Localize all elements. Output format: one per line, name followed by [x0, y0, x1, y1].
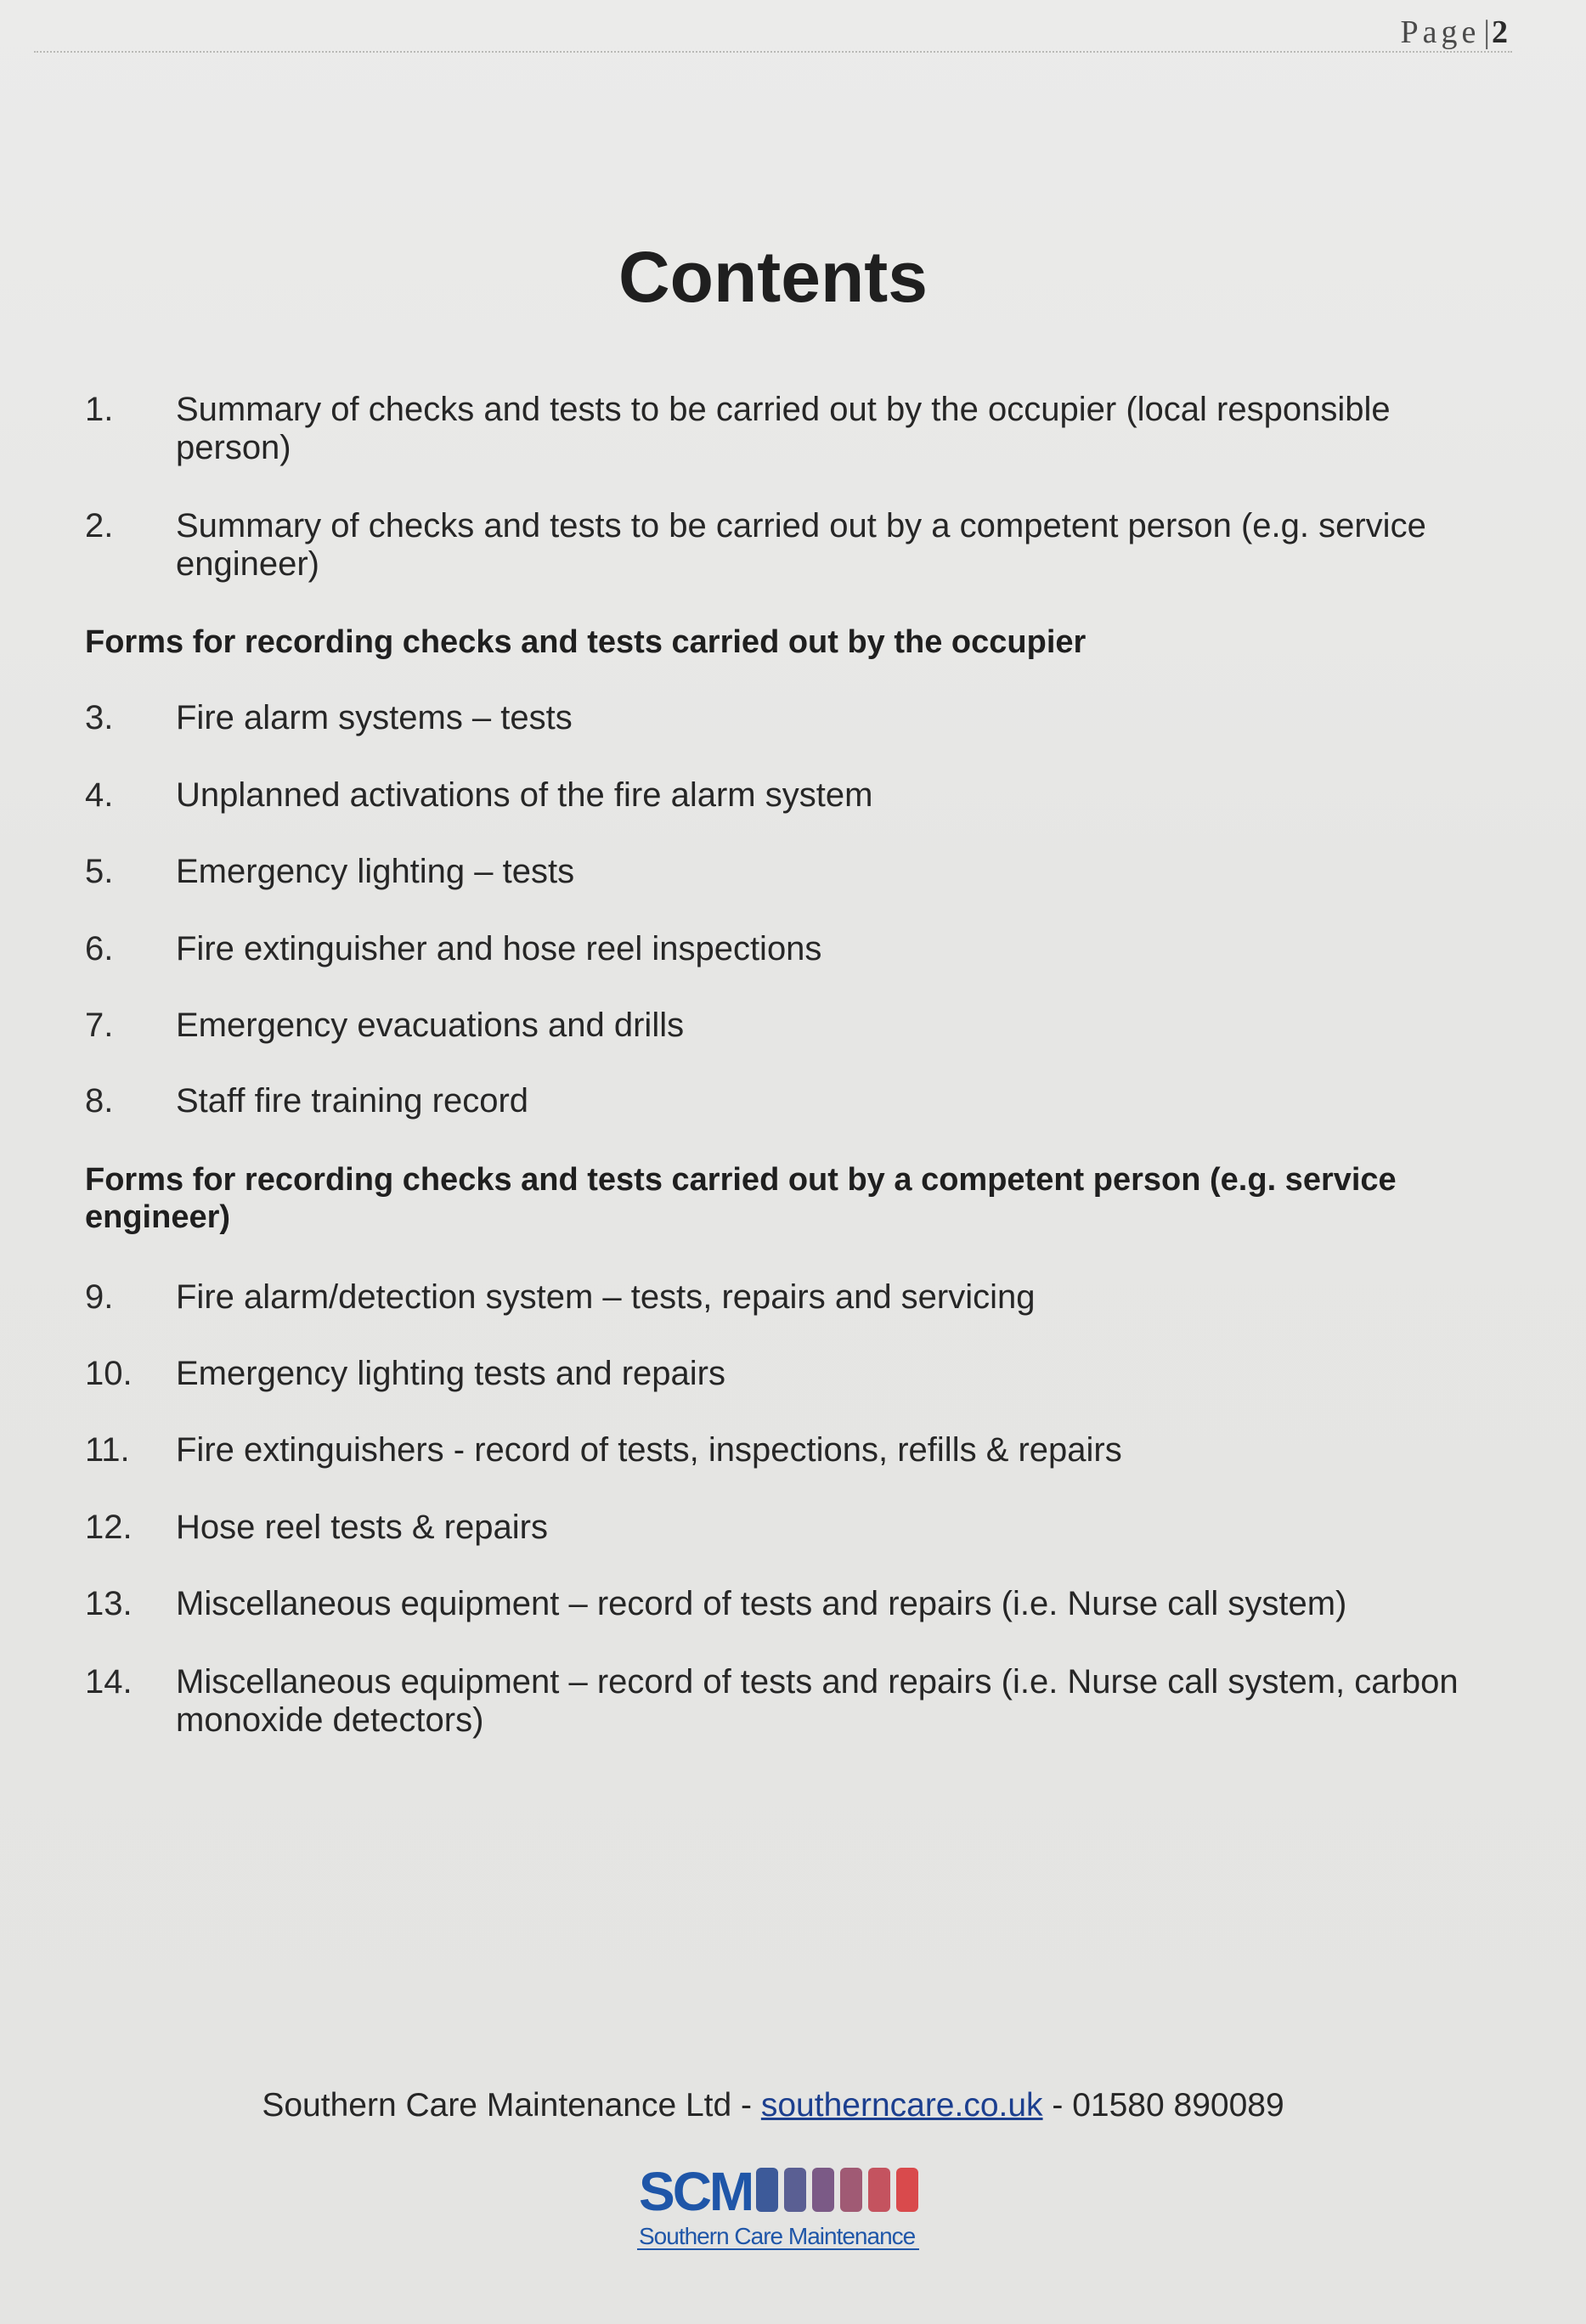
- footer-website-link[interactable]: southerncare.co.uk: [760, 2087, 1043, 2124]
- item-number: 7.: [85, 1007, 114, 1044]
- contents-item-6: [85, 930, 1478, 968]
- page-label: Page: [1400, 14, 1481, 50]
- item-text: Emergency evacuations and drills: [176, 1007, 685, 1044]
- page-separator: |: [1483, 14, 1490, 50]
- item-text: Staff fire training record: [176, 1082, 529, 1120]
- item-text: Summary of checks and tests to be carried out by the occupier (local responsible person): [176, 391, 1391, 466]
- item-text: Emergency lighting – tests: [176, 853, 575, 890]
- item-text: Fire extinguisher and hose reel inspections: [176, 930, 822, 967]
- item-text: Fire extinguishers - record of tests, inspections, refills & repairs: [176, 1431, 1122, 1469]
- logo-bar: [896, 2168, 918, 2212]
- item-number: 11.: [85, 1431, 130, 1469]
- item-text: Miscellaneous equipment – record of tests and repairs (i.e. Nurse call system, carbon monoxide detectors): [176, 1663, 1459, 1739]
- page-number: [1401, 14, 1508, 51]
- contents-item-2: [85, 507, 1478, 584]
- logo-tagline: Southern Care Maintenance: [639, 2223, 916, 2249]
- logo-bar: [868, 2168, 890, 2212]
- logo-bar: [784, 2168, 806, 2212]
- page-number-value: 2: [1492, 14, 1508, 50]
- item-number: 10.: [85, 1355, 133, 1392]
- item-number: 14.: [85, 1663, 133, 1701]
- section-heading-competent-person: Forms for recording checks and tests carried out by a competent person (e.g. service engineer): [85, 1162, 1397, 1235]
- page-title: Contents: [618, 237, 928, 317]
- contents-item-10: [85, 1355, 1478, 1393]
- item-text: Miscellaneous equipment – record of tests and repairs (i.e. Nurse call system): [176, 1585, 1347, 1622]
- contents-item-4: [85, 776, 1478, 815]
- item-number: 1.: [85, 391, 114, 428]
- logo-letters: SCM: [639, 2161, 753, 2222]
- footer-company: Southern Care Maintenance Ltd -: [262, 2087, 761, 2124]
- item-number: 3.: [85, 699, 114, 736]
- contents-item-12: [85, 1509, 1478, 1547]
- contents-item-3: [85, 699, 1478, 737]
- item-text: Fire alarm/detection system – tests, repairs and servicing: [176, 1278, 1036, 1316]
- contents-item-8: [85, 1082, 1478, 1120]
- item-number: 9.: [85, 1278, 114, 1316]
- contents-item-1: [85, 391, 1478, 467]
- header-rule: [34, 51, 1512, 53]
- item-number: 5.: [85, 853, 114, 890]
- contents-item-13: [85, 1585, 1478, 1623]
- footer-phone: - 01580 890089: [1042, 2087, 1284, 2124]
- item-text: Emergency lighting tests and repairs: [176, 1355, 725, 1392]
- logo-graphic: [634, 2159, 923, 2253]
- item-text: Hose reel tests & repairs: [176, 1509, 548, 1546]
- contents-item-7: [85, 1007, 1478, 1045]
- company-logo: [634, 2159, 923, 2253]
- contents-item-9: [85, 1278, 1478, 1317]
- logo-bars: [756, 2168, 918, 2212]
- logo-bar: [812, 2168, 834, 2212]
- item-number: 4.: [85, 776, 114, 814]
- logo-bar: [756, 2168, 778, 2212]
- section-heading-occupier: Forms for recording checks and tests carried out by the occupier: [85, 624, 1086, 660]
- item-number: 6.: [85, 930, 114, 967]
- item-text: Summary of checks and tests to be carried out by a competent person (e.g. service engineer): [176, 507, 1426, 583]
- item-text: Fire alarm systems – tests: [176, 699, 573, 736]
- contents-item-5: [85, 853, 1478, 891]
- footer-contact: [0, 2087, 1546, 2124]
- contents-item-11: [85, 1431, 1478, 1469]
- logo-bar: [840, 2168, 862, 2212]
- item-text: Unplanned activations of the fire alarm system: [176, 776, 873, 814]
- contents-item-14: [85, 1663, 1478, 1740]
- item-number: 8.: [85, 1082, 114, 1120]
- item-number: 13.: [85, 1585, 133, 1622]
- item-number: 12.: [85, 1509, 133, 1546]
- item-number: 2.: [85, 507, 114, 544]
